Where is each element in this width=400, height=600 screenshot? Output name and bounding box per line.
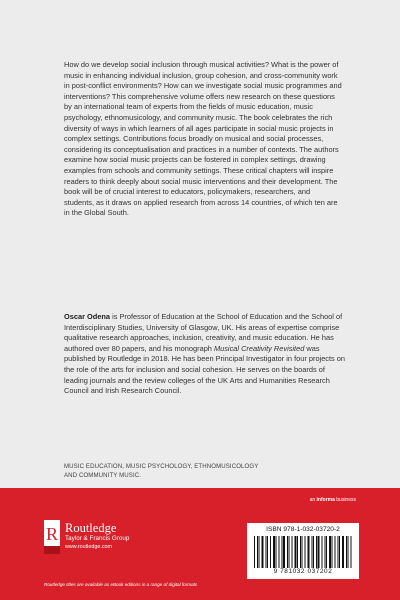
barcode-bar [332, 536, 333, 568]
isbn-label: ISBN 978-1-032-03720-2 [266, 526, 340, 533]
barcode-bar [335, 536, 336, 568]
barcode-bar [292, 536, 293, 568]
barcode-bar [287, 536, 288, 568]
barcode-bar [295, 536, 297, 568]
book-blurb: How do we develop social inclusion through musical activities? What is the power of music in enhancing individual inclusion, group cohesion, and cross-community work in post-conflict environments? How can we investigate social music programmes and interventions? This comprehensive volume offers new research on these questions by an international team of experts from the fields of music education, music psychology, ethnomusicology, and community music. The book celebrates the rich diversity of ways in which learners of all ages participate in social music projects in complex settings. Contributions focus broadly on musical and social processes, considering its conceptualisation and practices in a number of contexts. The authors examine how social music projects can be fostered in complex settings, drawing examples from schools and community settings. These critical chapters will inspire readers to think deeply about social music interventions and their development. The book will be of crucial interest to educators, policymakers, researchers, and students, as it draws on applied research from across 14 countries, of which ten are in the Global South. [64, 60, 342, 218]
barcode-bar [267, 536, 268, 568]
publisher-url[interactable]: www.routledge.com [65, 544, 113, 550]
barcode-bar [313, 536, 314, 568]
barcode-bar [342, 536, 344, 568]
barcode-bar [289, 536, 290, 568]
publisher-group: Taylor & Francis Group [65, 535, 130, 542]
isbn-barcode-box [247, 523, 359, 579]
routledge-logo [44, 520, 174, 560]
barcode-bar [270, 536, 271, 568]
ebook-footnote: Routledge titles are available as eBook editions in a range of digital formats [44, 582, 198, 587]
logo-letter: R [45, 524, 59, 544]
barcode-bar [308, 536, 310, 568]
barcode-bar [322, 536, 323, 568]
barcode-bar [326, 536, 327, 568]
barcode-bar [276, 536, 277, 568]
barcode-bar [305, 536, 306, 568]
publisher-name: Routledge [65, 521, 117, 535]
barcode-bar [266, 536, 267, 568]
barcode-bar [316, 536, 317, 568]
routledge-logo-icon [44, 520, 60, 554]
author-bio [64, 312, 350, 397]
barcode-bar [282, 536, 283, 568]
barcode-bar [262, 536, 264, 568]
barcode-icon [254, 536, 352, 568]
barcode-bar [312, 536, 313, 568]
barcode-bar [297, 536, 298, 568]
subject-categories: MUSIC EDUCATION, MUSIC PSYCHOLOGY, ETHNOMUSICOLOGY AND COMMUNITY MUSIC. [64, 463, 259, 480]
barcode-bar [348, 536, 349, 568]
informa-suffix: business [334, 497, 356, 503]
author-name: Oscar Odena [64, 312, 111, 321]
barcode-bar [339, 536, 340, 568]
barcode-bar [273, 536, 275, 568]
barcode-bar [302, 536, 303, 568]
barcode-bar [325, 536, 326, 568]
barcode-bar [259, 536, 260, 568]
barcode-bar [318, 536, 320, 568]
barcode-bar [346, 536, 347, 568]
barcode-bar [279, 536, 280, 568]
barcode-bar [257, 536, 258, 568]
barcode-bar [338, 536, 339, 568]
informa-prefix: an [309, 497, 317, 503]
monograph-title: Musical Creativity Revisited [213, 343, 305, 353]
author-bio-part-2: was published by Routledge in 2018. He has been Principal Investigator in four projects on the role of the arts for inclusion and social cohesion. He serves on the boards of leading journals and the review colleges of the UK Arts and Humanities Research Council and Irish Research Council. [64, 343, 346, 396]
informa-name: informa [316, 497, 335, 503]
barcode-bar [283, 536, 285, 568]
barcode-bar [329, 536, 331, 568]
barcode-bar [254, 536, 255, 568]
barcode-bar [300, 536, 301, 568]
routledge-logo-text [65, 522, 129, 551]
informa-business-tag [310, 497, 356, 503]
barcode-bar [351, 536, 352, 568]
author-bio-part-1: is Professor of Education at the School of Education and the School of Interdisciplinary Studies, University of Glasgow, UK. His areas of expertise comprise qualitative research approaches, inclusion, creativity, and music education. He has authored over 80 papers, and his monograph [64, 312, 343, 353]
barcode-digits: 9 781032 037202 [273, 568, 333, 575]
